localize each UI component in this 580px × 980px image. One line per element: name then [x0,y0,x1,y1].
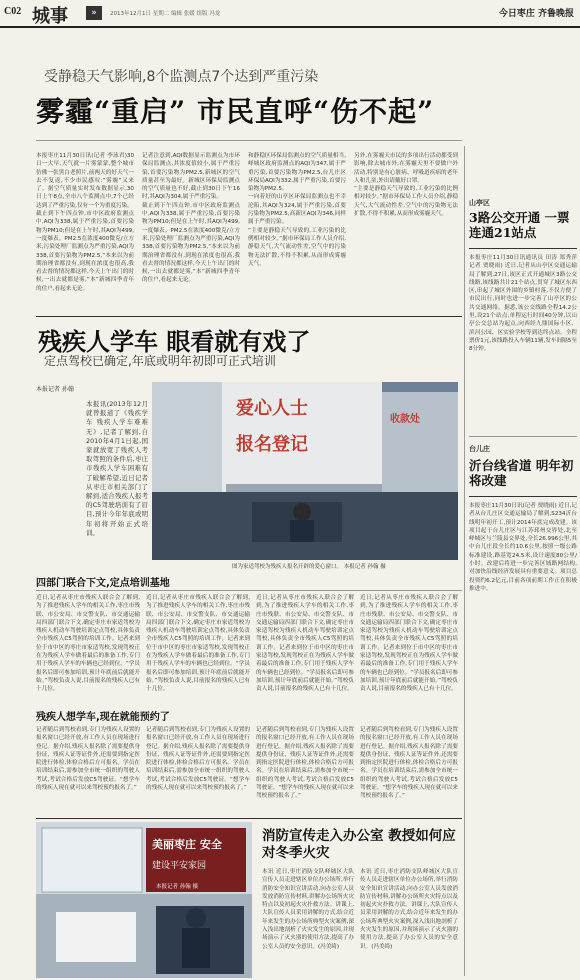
disabled-sub2-col-3: 记者随后到驾校看到,专门为残疾人设置的报名窗口已经开放,有工作人员在现场进行登记。据介绍,残疾人报名除了需要提供身份证、残疾人证等证件外,还需要到指定医院进行体检,体检合格后方可报名。学员在培训结束后,需参加全市统一组织的驾驶人考试,考试合格后发放C5驾驶证。“想学车的残疾人现在就可以来驾校预约报名了。” [256,727,354,800]
bus-section-label: 山亭区 [469,199,490,207]
lead-column-1 [36,152,134,312]
disabled-col-1: 近日,记者从枣庄市残疾人联合会了解到,为了推进残疾人学车的相关工作,枣庄市残联、市公安局、市交警支队、市交通运输局四部门联合下文,确定枣庄市家适驾校为残疾人机动车驾驶培训定点驾校,具体负责全市残疾人C5驾照的培训工作。记者来到位于市中区的枣庄市家适驾校,发现驾校正在为残疾人学车做着最后的准备工作,专门用于残疾人学车的车辆也已经到位。“学员报名后即可参加培训,预计年底前后就能开始。”驾校负责人说,目前报名的残疾人已有十几位。 [36,595,140,693]
lead-column-4 [354,152,458,312]
fire-headline: 消防宣传走入办公室 教授如何应对冬季火灾 [262,828,456,861]
photo-sign-cashier: 收款处 [390,414,420,425]
disabled-sub2-col-4: 记者随后到驾校看到,专门为残疾人设置的报名窗口已经开放,有工作人员在现场进行登记。据介绍,残疾人报名除了需要提供身份证、残疾人证等证件外,还需要到指定医院进行体检,体检合格后方可报名。学员在培训结束后,需参加全市统一组织的驾驶人考试,考试合格后发放C5驾驶证。“想学车的残疾人现在就可以来驾校预约报名了。” [360,727,458,800]
lead-column-3 [248,152,346,312]
disabled-col-2: 近日,记者从枣庄市残疾人联合会了解到,为了推进残疾人学车的相关工作,枣庄市残联、市公安局、市交警支队、市交通运输局四部门联合下文,确定枣庄市家适驾校为残疾人机动车驾驶培训定点驾校,具体负责全市残疾人C5驾照的培训工作。记者来到位于市中区的枣庄市家适驾校,发现驾校正在为残疾人学车做着最后的准备工作,专门用于残疾人学车的车辆也已经到位。“学员报名后即可参加培训,预计年底前后就能开始。”驾校负责人说,目前报名的残疾人已有十几位。 [146,595,250,693]
disabled-subtitle: 定点驾校已确定,年底或明年初即可正式培训 [44,354,276,368]
page-header [0,0,580,28]
photo-board-text-2: 建设平安家园 [152,861,207,871]
divider [469,436,577,437]
photo-board-text: 美丽枣庄 安全 [152,838,222,851]
subheading: 四部门联合下文,定点培训基地 [36,578,170,589]
lead-column-2 [142,152,240,312]
chevron-right-icon: » [86,6,102,20]
newspaper-brand: 今日枣庄 齐鲁晚报 [498,9,574,19]
divider [36,316,462,317]
lead-paragraph: 另外,在雾霾天市民的多项出行活动都受到影响,除去城市外,在雾霾天里不要做户外活动,特别是有心脏病、呼吸道疾病的老年人和儿童,外出请戴好口罩。 [354,153,458,184]
section-title: 城事 [32,6,68,27]
fire-col-1: 本讯 近日,枣庄消防支队峄城区大队宣传人员走进辖区单位办公场所,举行消防安全知识宣讲活动,向办公室人员发放消防宣传材料,讲解办公场所火灾特点以及初起火灾扑救方法。讲课上,大队宣传人员采用讲解的方式,结合近年来发生的办公场所典型火灾案例,深入浅出地剖析了火灾发生的原因,并现场演示了灭火器的使用方法,提高了办公室人员的安全意识。(冯美绮) [262,869,354,950]
disabled-col-4: 近日,记者从枣庄市残疾人联合会了解到,为了推进残疾人学车的相关工作,枣庄市残联、市公安局、市交警支队、市交通运输局四部门联合下文,确定枣庄市家适驾校为残疾人机动车驾驶培训定点驾校,具体负责全市残疾人C5驾照的培训工作。记者来到位于市中区的枣庄市家适驾校,发现驾校正在为残疾人学车做着最后的准备工作,专门用于残疾人学车的车辆也已经到位。“学员报名后即可参加培训,预计年底前后就能开始。”驾校负责人说,目前报名的残疾人已有十几位。 [360,595,458,693]
divider [469,248,577,249]
lead-paragraph: 本报枣庄11月30日讯(记者 李泳君)30日一大早,天气就一片雾蒙蒙,整个城市仿佛一张黑白老照片,前两天的好天气一去不复返,不少市民感叹:“雾霾”又来了。据空气质量实时发布数据显示,30日上午8点,全市八个监测点中,7个已经达到了严重污染,仅有一个为重度污染。 [36,153,134,209]
disabled-lead: 本报讯(2013年12月就曾报道了《残疾学车 残疾人学车难难无》,记者了解到,自2010年4月1日起,国家就放宽了残疾人考取驾照的条件后,枣庄市残疾人学车困难有了破解希望,近日记者从枣庄市相关部门了解到,适合残疾人报考的C5驾驶培训有了眉目,预计今年年底或明年初将开始正式培训。 [86,400,148,537]
photo-sign-charity: 爱心人士 [236,398,308,419]
page-number: C02 [4,6,22,17]
bus-headline: 3路公交开通 一票连通21站点 [469,210,570,240]
expressway-section-label: 台儿庄 [469,445,490,453]
subheading: 残疾人想学车,现在就能预约了 [36,712,170,723]
disabled-sub2-col-2: 记者随后到驾校看到,专门为残疾人设置的报名窗口已经开放,有工作人员在现场进行登记。据介绍,残疾人报名除了需要提供身份证、残疾人证等证件外,还需要到指定医院进行体检,体检合格后方可报名。学员在培训结束后,需参加全市统一组织的驾驶人考试,考试合格后发放C5驾驶证。“想学车的残疾人现在就可以来驾校预约报名了。” [146,727,250,792]
photo-sign-registration: 报名登记 [236,434,308,455]
lead-paragraph: 截止到下午四点钟,市中区政府监测点中,AQI为338,属于严重污染,首要污染物为PM10;但是在上午时,其AQI为499,一度爆表。PM2.5在浓度400微克/立方米,污染处理厂监测点为严重污染,AQI为338,首要污染物为PM2.5,“本来以为前期治理省都没有,到现在浓度也很高,我看去督的情况都这样,今天上午出门的时候,一出去就都是雾,“本”新城四季青年的住户,看起来无论。 [36,211,134,292]
divider [36,818,462,819]
lead-paragraph: “主要是静稳天气导致的,工业污染的比例相对较少。”据市环保局工作人员介绍,静稳天气,大气流动性差,空气中的污染物无法扩散,不得不积累,从而形成雾霾天气。 [248,227,346,267]
registration-photo [152,382,458,560]
divider [36,590,462,591]
lead-paragraph: 一向着好的山亭区环保局监测点也不幸沦陷,其AQI为324,属于严重污染,首要污染物为PM2.5,高新区AQI为346,同样属于严重污染。 [248,194,346,226]
lead-kicker: 受静稳天气影响,8个监测点7个达到严重污染 [44,69,319,85]
disabled-col-3: 近日,记者从枣庄市残疾人联合会了解到,为了推进残疾人学车的相关工作,枣庄市残联、市公安局、市交警支队、市交通运输局四部门联合下文,确定枣庄市家适驾校为残疾人机动车驾驶培训定点驾校,具体负责全市残疾人C5驾照的培训工作。记者来到位于市中区的枣庄市家适驾校,发现驾校正在为残疾人学车做着最后的准备工作,专门用于残疾人学车的车辆也已经到位。“学员报名后即可参加培训,预计年底前后就能开始。”驾校负责人说,目前报名的残疾人已有十几位。 [256,595,354,693]
lead-paragraph: 截止到下午四点钟,市中区政府监测点中,AQI为338,属于严重污染,首要污染物为PM10;但是在上午时,其AQI为499,一度爆表。PM2.5在浓度400微克/立方米,污染处理厂监测点为严重污染,AQI为338,首要污染物为PM2.5,“本来以为前期治理省都没有,到现在浓度也很高,我看去督的情况都这样,今天上午出门的时候,一出去就都是雾,“本”新城四季青年的住户,看起来无论。 [142,202,240,284]
divider [469,496,577,497]
column-divider [464,146,465,976]
issue-meta: 2013年12月1日 星期二 编辑 张媛 组版 冯龙 [110,11,221,17]
lead-paragraph: “主要是静稳天气导致的,工业污染的比例相对较少。”据市环保局工作人员介绍,静稳天气,大气流动性差,空气中的污染物无法扩散,不得不积累,从而形成雾霾天气。 [354,186,458,218]
byline: 本报记者 孙翰 [36,386,74,393]
disabled-headline: 残疾人学车 眼看就有戏了 [38,327,311,356]
divider [36,140,462,141]
photo-caption: 本报记者 孙翰 摄 [156,884,198,890]
fire-safety-photo [36,822,252,978]
lead-paragraph: 记者注意到,AQI数据显示监测点为市环保局监测点,其浓度值较小,属于严重污染,首要污染物为PM2.5,新城区的空气质量甚至为最好。新城区环保局监测点的空气质量也不好,截止到30日下午16时,其AQI为304,属于严重污染。 [142,153,240,201]
bus-body: 本报枣庄11月30日讯通讯员 田涛 郑秀萍 记者 贾晓雨) 近日,记者从山亭区交通运输局了解到,27日,该区正式开通城区3路公交线路,该线路共计21个站点,贯穿了城区东西区,串起了城区外围的乡镇村落,不仅方便了市民出行,同时也进一步完善了山亭区的公共交通网络。据悉,该公交线路全程14.2公里,设21个站点,单程运行时间40分钟,以山亭公交总站为起点,向西经九鼎国际小区、滨河公园、区实验学校等到达终点站。全程票价1元,该线路投入车辆11辆,发车间隔5至8分钟。 [469,255,577,353]
photo-caption: 图为家适驾校为残疾人报名开辟的爱心窗口。 本报记者 孙翰 摄 [232,564,386,570]
lead-paragraph: 和静稳区环保局监测点的空气质量相当,峄城区政府监测点的AQI为347,属于严重污染,首要污染物为PM2.5,台儿庄区环保局AQI为332,属于严重污染,首要污染物为PM2.5。 [248,153,346,193]
disabled-sub2-col-1: 记者随后到驾校看到,专门为残疾人设置的报名窗口已经开放,有工作人员在现场进行登记。据介绍,残疾人报名除了需要提供身份证、残疾人证等证件外,还需要到指定医院进行体检,体检合格后方可报名。学员在培训结束后,需参加全市统一组织的驾驶人考试,考试合格后发放C5驾驶证。“想学车的残疾人现在就可以来驾校预约报名了。” [36,727,140,792]
fire-col-2: 本讯 近日,枣庄消防支队峄城区大队宣传人员走进辖区单位办公场所,举行消防安全知识宣讲活动,向办公室人员发放消防宣传材料,讲解办公场所火灾特点以及初起火灾扑救方法。讲课上,大队宣传人员采用讲解的方式,结合近年来发生的办公场所典型火灾案例,深入浅出地剖析了火灾发生的原因,并现场演示了灭火器的使用方法,提高了办公室人员的安全意识。(冯美绮) [360,869,458,950]
lead-headline: 雾霾“重启” 市民直呼“伤不起” [36,95,435,128]
expressway-body: 本报枣庄11月30日讯(记者 贾晓雨) 近日,记者从台儿庄区交通运输局了解到,S234沂台线明年初开工,预计2014年底完成改建。该项目起于台儿庄区与江苏邳州交界处,北至峄城区与兰陵县交界处,全长26.996公里,其中台儿庄段全长约10.6公里,按照一级公路标准建设,路基宽24.5米,设计速度80公里/小时。改建后将进一步完善区域路网结构,对加快沿线经济发展具有重要意义。项目总投资约6.2亿元,目前各项前期工作正在积极推进中。 [469,503,577,592]
expressway-headline: 沂台线省道 明年初将改建 [469,458,574,488]
